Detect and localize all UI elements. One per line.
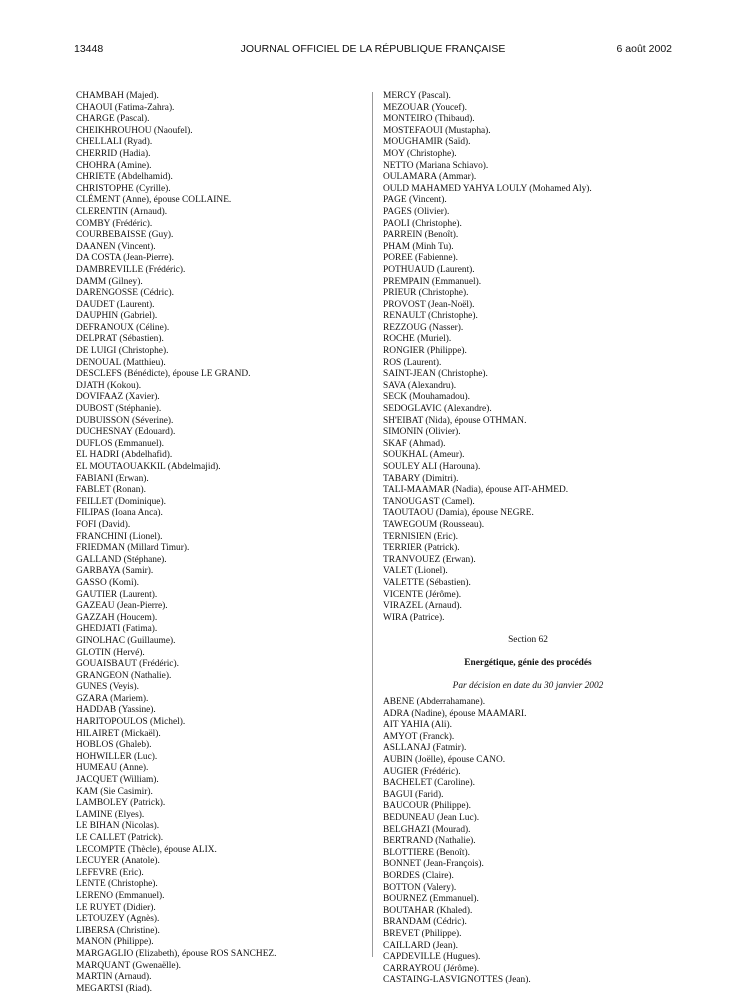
list-item: VICENTE (Jérôme). bbox=[383, 589, 462, 600]
list-item: BELGHAZI (Mourad). bbox=[383, 824, 471, 835]
list-item: BLOTTIERE (Benoît). bbox=[383, 847, 470, 858]
list-item: HUMEAU (Anne). bbox=[76, 763, 149, 774]
list-item: EL MOUTAOUAKKIL (Abdelmajid). bbox=[76, 462, 221, 472]
list-item: BRANDAM (Cédric). bbox=[383, 917, 467, 928]
list-item: CHRISTOPHE (Cyrille). bbox=[76, 183, 171, 194]
list-item: CHAOUI (Fatima-Zahra). bbox=[76, 102, 175, 113]
list-item: PARREIN (Benoît). bbox=[383, 230, 459, 241]
list-item: ROCHE (Muriel). bbox=[383, 334, 452, 345]
list-item: GAZEAU (Jean-Pierre). bbox=[76, 601, 168, 612]
list-item: LAMINE (Elyes). bbox=[76, 809, 145, 820]
list-item: AIT YAHIA (Ali). bbox=[383, 720, 452, 731]
list-item: DUFLOS (Emmanuel). bbox=[76, 438, 165, 449]
list-item: DE LUIGI (Christophe). bbox=[76, 346, 169, 357]
section-names bbox=[383, 697, 683, 987]
list-item: HARITOPOULOS (Michel). bbox=[76, 717, 186, 728]
list-item: SKAF (Ahmad). bbox=[383, 438, 446, 449]
list-item: AUGIER (Frédéric). bbox=[383, 766, 461, 777]
list-item: DUBOST (Stéphanie). bbox=[76, 404, 162, 415]
section-subject: Energétique, génie des procédés bbox=[464, 657, 592, 668]
list-item: CARRAYROU (Jérôme). bbox=[383, 963, 480, 974]
list-item: LIBERSA (Christine). bbox=[76, 925, 160, 936]
list-item: AMYOT (Franck). bbox=[383, 731, 455, 742]
list-item: SAINT-JEAN (Christophe). bbox=[383, 369, 488, 380]
list-item: CHEIKHROUHOU (Naoufel). bbox=[76, 125, 193, 136]
list-item: CHELLALI (Ryad). bbox=[76, 137, 153, 148]
list-item: SH'EIBAT (Nida), épouse OTHMAN. bbox=[383, 415, 527, 426]
list-item: MOSTEFAOUI (Mustapha). bbox=[383, 125, 491, 136]
list-item: VALETTE (Sébastien). bbox=[383, 577, 471, 588]
list-item: HOBLOS (Ghaleb). bbox=[76, 740, 152, 751]
list-item: CASTAING-LASVIGNOTTES (Jean). bbox=[383, 975, 531, 986]
list-item: PREMPAIN (Emmanuel). bbox=[383, 276, 482, 287]
list-item: LAMBOLEY (Patrick). bbox=[76, 798, 166, 809]
list-item: GOUAISBAUT (Frédéric). bbox=[76, 659, 179, 670]
list-item: LE BIHAN (Nicolas). bbox=[76, 821, 160, 832]
list-item: BOUTAHAR (Khaled). bbox=[383, 905, 473, 916]
list-item: MOY (Christophe). bbox=[383, 148, 457, 159]
list-item: HILAIRET (Mickaël). bbox=[76, 728, 161, 739]
list-item: POREE (Fabienne). bbox=[383, 253, 458, 264]
list-item: FOFI (David). bbox=[76, 519, 131, 530]
list-item: PROVOST (Jean-Noël). bbox=[383, 299, 475, 310]
list-item: ABENE (Abderrahamane). bbox=[383, 697, 486, 708]
journal-title: JOURNAL OFFICIEL DE LA RÉPUBLIQUE FRANÇAISE bbox=[240, 43, 506, 55]
list-item: SEDOGLAVIC (Alexandre). bbox=[383, 404, 492, 415]
list-item: GAUTIER (Laurent). bbox=[76, 589, 158, 600]
list-item: CAPDEVILLE (Hugues). bbox=[383, 952, 481, 963]
list-item: CAILLARD (Jean). bbox=[383, 940, 458, 951]
list-item: FABLET (Ronan). bbox=[76, 485, 146, 496]
list-item: BERTRAND (Nathalie). bbox=[383, 836, 476, 847]
list-item: BOTTON (Valery). bbox=[383, 882, 457, 893]
list-item: AUBIN (Joëlle), épouse CANO. bbox=[383, 755, 506, 766]
list-item: PAGES (Olivier). bbox=[383, 206, 450, 217]
list-item: SECK (Mouhamadou). bbox=[383, 392, 470, 403]
list-item: LEFEVRE (Eric). bbox=[76, 867, 144, 878]
list-item: LECOMPTE (Thècle), épouse ALIX. bbox=[76, 844, 217, 855]
list-item: HOHWILLER (Luc). bbox=[76, 751, 158, 762]
list-item: DAMBREVILLE (Frédéric). bbox=[76, 264, 186, 275]
list-item: GUNES (Veyis). bbox=[76, 682, 140, 693]
list-item: DAANEN (Vincent). bbox=[76, 241, 156, 252]
list-item: SOULEY ALI (Harouna). bbox=[383, 462, 481, 472]
section-title: Section 62 bbox=[508, 635, 548, 646]
page-header bbox=[74, 43, 672, 57]
list-item: EL HADRI (Abdelhafid). bbox=[76, 450, 173, 461]
list-item: MARQUANT (Gwenaëlle). bbox=[76, 960, 182, 971]
list-item: LE RUYET (Didier). bbox=[76, 902, 156, 913]
list-item: JACQUET (William). bbox=[76, 775, 159, 786]
list-item: RONGIER (Philippe). bbox=[383, 346, 467, 357]
list-item: COMBY (Frédéric). bbox=[76, 218, 153, 229]
list-item: DUBUISSON (Séverine). bbox=[76, 415, 174, 426]
list-item: REZZOUG (Nasser). bbox=[383, 322, 464, 333]
list-item: GAZZAH (Houcem). bbox=[76, 612, 158, 623]
list-item: VIRAZEL (Arnaud). bbox=[383, 601, 462, 612]
list-item: LE CALLET (Patrick). bbox=[76, 833, 164, 843]
list-item: ASLLANAJ (Fatmir). bbox=[383, 743, 467, 754]
list-item: CHERRID (Hadia). bbox=[76, 148, 151, 159]
list-item: MEZOUAR (Youcef). bbox=[383, 102, 467, 113]
list-item: DEFRANOUX (Céline). bbox=[76, 322, 170, 333]
list-item: DELPRAT (Sébastien). bbox=[76, 334, 164, 345]
list-item: GLOTIN (Hervé). bbox=[76, 647, 145, 658]
list-item: VALET (Lionel). bbox=[383, 566, 448, 577]
list-item: GALLAND (Stéphane). bbox=[76, 554, 167, 565]
list-item: TANOUGAST (Camel). bbox=[383, 496, 475, 507]
list-item: COURBEBAISSE (Guy). bbox=[76, 230, 174, 241]
list-item: DAUPHIN (Gabriel). bbox=[76, 311, 158, 322]
list-item: TERRIER (Patrick). bbox=[383, 543, 460, 554]
list-item: MOUGHAMIR (Saïd). bbox=[383, 137, 471, 148]
list-item: DJATH (Kokou). bbox=[76, 380, 142, 391]
right-column-names bbox=[383, 91, 683, 624]
list-item: LERENO (Emmanuel). bbox=[76, 890, 165, 901]
list-item: BEDUNEAU (Jean Luc). bbox=[383, 813, 480, 824]
list-item: PAOLI (Christophe). bbox=[383, 218, 462, 229]
list-item: ROS (Laurent). bbox=[383, 357, 442, 368]
list-item: MONTEIRO (Thibaud). bbox=[383, 114, 475, 125]
list-item: TERNISIEN (Eric). bbox=[383, 531, 458, 542]
left-column bbox=[76, 91, 376, 995]
list-item: TRANVOUEZ (Erwan). bbox=[383, 554, 476, 565]
list-item: FILIPAS (Ioana Anca). bbox=[76, 508, 163, 519]
list-item: SAVA (Alexandru). bbox=[383, 380, 457, 391]
list-item: CHOHRA (Amine). bbox=[76, 160, 152, 171]
list-item: GARBAYA (Samir). bbox=[76, 566, 154, 577]
list-item: SOUKHAL (Ameur). bbox=[383, 450, 465, 461]
list-item: BACHELET (Caroline). bbox=[383, 778, 475, 789]
list-item: FEILLET (Dominique). bbox=[76, 496, 166, 507]
list-item: FRIEDMAN (Millard Timur). bbox=[76, 543, 190, 554]
list-item: DESCLEFS (Bénédicte), épouse LE GRAND. bbox=[76, 369, 251, 380]
list-item: CHAMBAH (Majed). bbox=[76, 91, 159, 101]
list-item: DARENGOSSE (Cédric). bbox=[76, 288, 174, 299]
list-item: GHEDJATI (Fatima). bbox=[76, 624, 158, 635]
list-item: TAOUTAOU (Damia), épouse NEGRE. bbox=[383, 508, 534, 519]
list-item: NETTO (Mariana Schiavo). bbox=[383, 160, 489, 171]
list-item: MERCY (Pascal). bbox=[383, 91, 451, 101]
list-item: OULD MAHAMED YAHYA LOULY (Mohamed Aly). bbox=[383, 183, 592, 194]
list-item: LECUYER (Anatole). bbox=[76, 856, 160, 867]
list-item: DAUDET (Laurent). bbox=[76, 299, 155, 310]
page-number: 13448 bbox=[74, 43, 104, 55]
list-item: RENAULT (Christophe). bbox=[383, 311, 478, 322]
list-item: FABIANI (Erwan). bbox=[76, 473, 149, 484]
list-item: DOVIFAAZ (Xavier). bbox=[76, 392, 160, 403]
list-item: OULAMARA (Ammar). bbox=[383, 172, 477, 183]
list-item: MARTIN (Arnaud). bbox=[76, 972, 152, 983]
list-item: GRANGEON (Nathalie). bbox=[76, 670, 172, 681]
list-item: DUCHESNAY (Edouard). bbox=[76, 427, 176, 438]
list-item: BAUCOUR (Philippe). bbox=[383, 801, 472, 812]
list-item: PHAM (Minh Tu). bbox=[383, 241, 454, 252]
list-item: GINOLHAC (Guillaume). bbox=[76, 635, 176, 646]
list-item: ADRA (Nadine), épouse MAAMARI. bbox=[383, 708, 527, 719]
list-item: PAGE (Vincent). bbox=[383, 195, 447, 206]
list-item: KAM (Sie Casimir). bbox=[76, 786, 153, 797]
list-item: BONNET (Jean-François). bbox=[383, 859, 484, 870]
list-item: BORDES (Claire). bbox=[383, 871, 454, 881]
list-item: POTHUAUD (Laurent). bbox=[383, 264, 475, 275]
list-item: MANON (Philippe). bbox=[76, 937, 154, 948]
list-item: CHARGE (Pascal). bbox=[76, 114, 150, 125]
list-item: MARGAGLIO (Elizabeth), épouse ROS SANCHEZ. bbox=[76, 948, 277, 959]
list-item: SIMONIN (Olivier). bbox=[383, 427, 461, 438]
list-item: LETOUZEY (Agnès). bbox=[76, 914, 160, 925]
list-item: CHRIETE (Abdelhamid). bbox=[76, 172, 173, 183]
list-item: BREVET (Philippe). bbox=[383, 928, 462, 939]
list-item: DAMM (Gilney). bbox=[76, 276, 143, 287]
list-item: GZARA (Mariem). bbox=[76, 693, 149, 704]
right-column bbox=[383, 91, 683, 987]
list-item: FRANCHINI (Lionel). bbox=[76, 531, 163, 542]
list-item: LENTE (Christophe). bbox=[76, 879, 158, 890]
section-decision: Par décision en date du 30 janvier 2002 bbox=[452, 680, 604, 691]
publication-date: 6 août 2002 bbox=[616, 43, 672, 55]
list-item: CLERENTIN (Arnaud). bbox=[76, 206, 168, 217]
list-item: DENOUAL (Matthieu). bbox=[76, 357, 166, 368]
list-item: CLÉMENT (Anne), épouse COLLAINE. bbox=[76, 195, 232, 206]
list-item: GASSO (Komi). bbox=[76, 577, 140, 588]
list-item: HADDAB (Yassine). bbox=[76, 705, 156, 716]
list-item: TABARY (Dimitri). bbox=[383, 473, 459, 484]
list-item: DA COSTA (Jean-Pierre). bbox=[76, 253, 174, 264]
list-item: MEGARTSI (Riad). bbox=[76, 983, 152, 994]
list-item: TAWEGOUM (Rousseau). bbox=[383, 519, 485, 530]
list-item: PRIEUR (Christophe). bbox=[383, 288, 469, 299]
list-item: TALI-MAAMAR (Nadia), épouse AIT-AHMED. bbox=[383, 485, 569, 496]
list-item: BOURNEZ (Emmanuel). bbox=[383, 894, 479, 905]
list-item: BAGUI (Farid). bbox=[383, 789, 444, 800]
list-item: WIRA (Patrice). bbox=[383, 612, 445, 623]
